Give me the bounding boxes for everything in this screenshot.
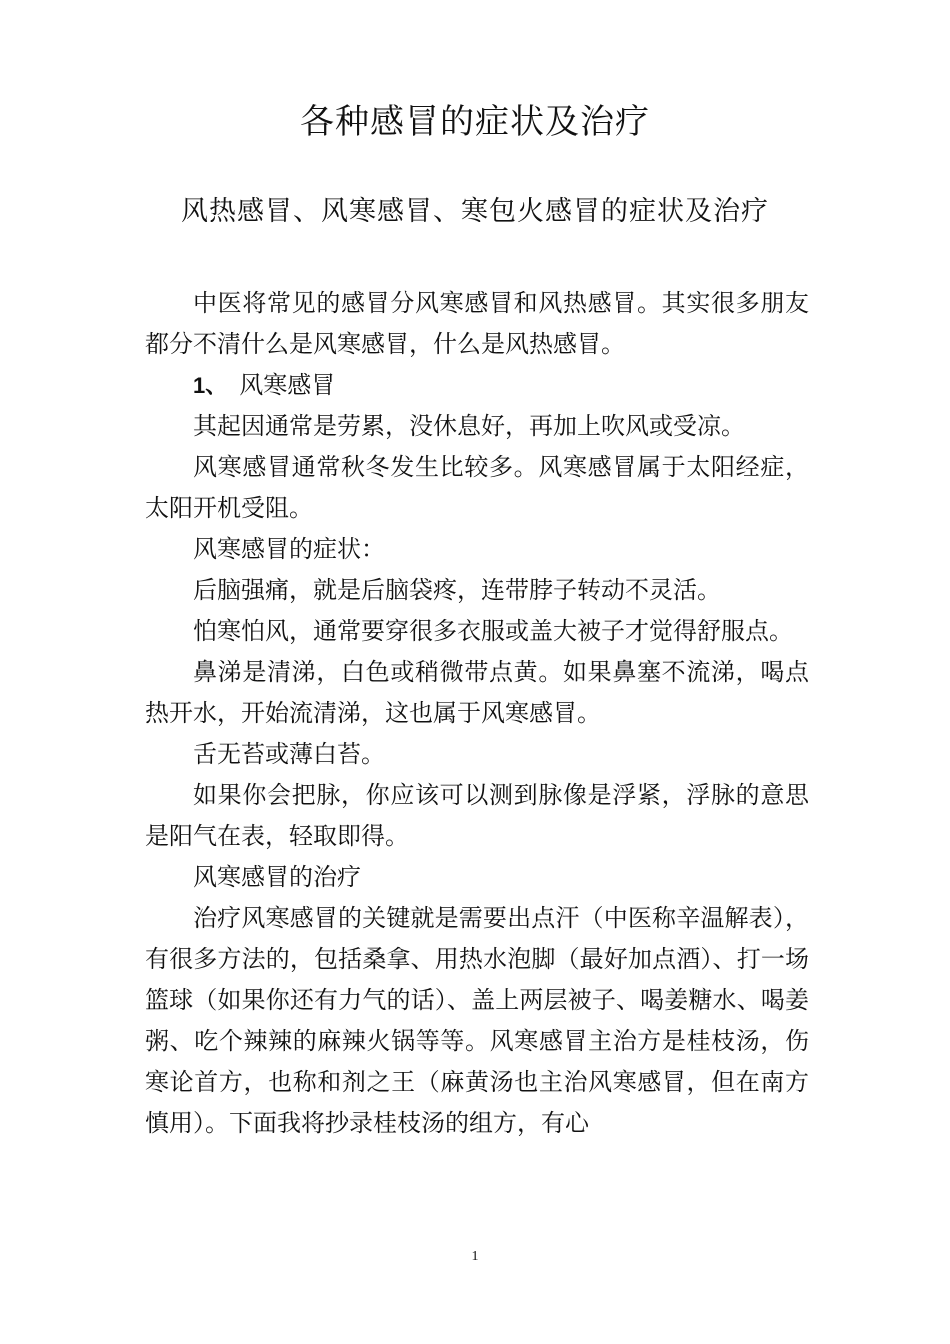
page-title: 各种感冒的症状及治疗 bbox=[300, 102, 650, 142]
section-number: 1、 bbox=[193, 373, 228, 398]
page-subtitle: 风热感冒、风寒感冒、寒包火感冒的症状及治疗 bbox=[181, 196, 769, 227]
paragraph-symptoms-heading: 风寒感冒的症状： bbox=[193, 535, 385, 563]
page-number: 1 bbox=[471, 1249, 479, 1264]
section-title: 风寒感冒 bbox=[239, 371, 336, 399]
paragraph-treatment: 治疗风寒感冒的关键就是需要出点汗（中医称辛温解表），有很多方法的，包括桑拿、用热水泡脚（最好加点酒）、打一场篮球（如果你还有力气的话）、盖上两层被子、喝姜糖水、喝姜粥、吃个辣辣的麻辣火锅等等。风寒感冒主治方是桂枝汤，伤寒论首方，也称和剂之王（麻黄汤也主治风寒感冒，但在南方慎用）。下面我将抄录桂枝汤的组方，有心 bbox=[145, 904, 809, 1137]
section-heading bbox=[145, 365, 809, 406]
paragraph-headache: 后脑强痛，就是后脑袋疼，连带脖子转动不灵活。 bbox=[193, 576, 721, 604]
paragraph-treatment-heading: 风寒感冒的治疗 bbox=[193, 863, 361, 891]
paragraph-season: 风寒感冒通常秋冬发生比较多。风寒感冒属于太阳经症，太阳开机受阻。 bbox=[145, 453, 809, 522]
document-body bbox=[145, 283, 809, 1144]
paragraph-nasal-discharge: 鼻涕是清涕，白色或稍微带点黄。如果鼻塞不流涕，喝点热开水，开始流清涕，这也属于风寒感冒。 bbox=[145, 658, 809, 727]
paragraph-tongue: 舌无苔或薄白苔。 bbox=[193, 740, 385, 768]
paragraph-cause: 其起因通常是劳累，没休息好，再加上吹风或受凉。 bbox=[193, 412, 745, 440]
intro-paragraph: 中医将常见的感冒分风寒感冒和风热感冒。其实很多朋友都分不清什么是风寒感冒，什么是风热感冒。 bbox=[145, 289, 809, 358]
paragraph-pulse: 如果你会把脉，你应该可以测到脉像是浮紧，浮脉的意思是阳气在表，轻取即得。 bbox=[145, 781, 809, 850]
paragraph-chills: 怕寒怕风，通常要穿很多衣服或盖大被子才觉得舒服点。 bbox=[193, 617, 793, 645]
